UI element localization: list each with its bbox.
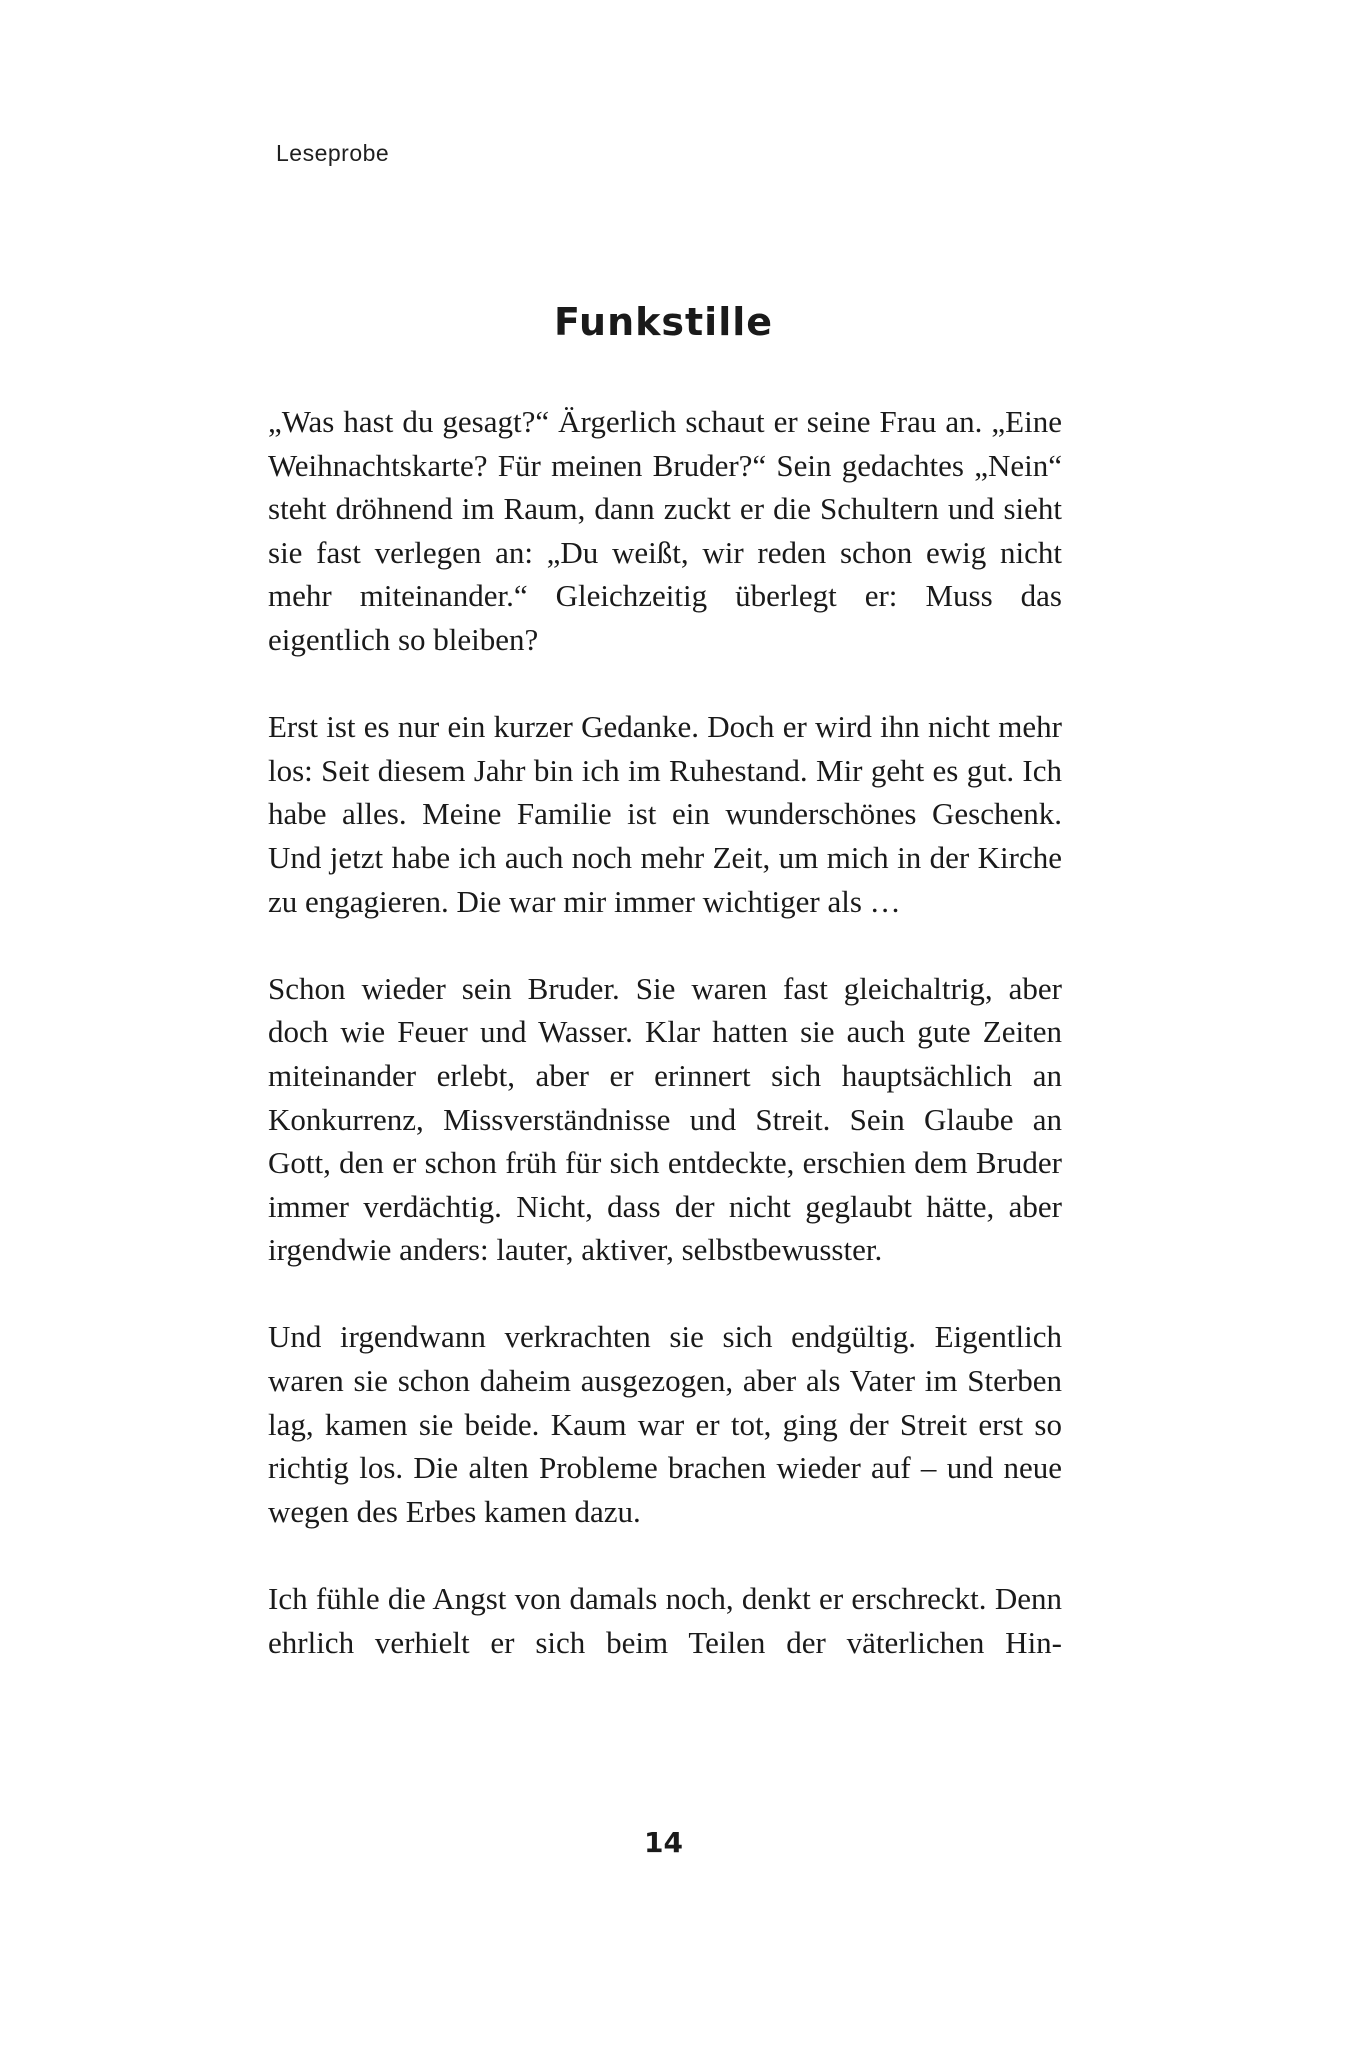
body-text xyxy=(268,400,1062,1664)
paragraph: Schon wieder sein Bruder. Sie waren fast gleichaltrig, aber doch wie Feuer und Wasser. Klar hatten sie auch gute Zeiten miteinander erlebt, aber er erinnert sich hauptsächlich an Konkurrenz, Missverständnisse und Streit. Sein Glaube an Gott, den er schon früh für sich entdeckte, erschien dem Bruder immer verdächtig. Nicht, dass der nicht geglaubt hätte, aber irgendwie anders: lauter, aktiver, selbstbewusster. xyxy=(268,970,1062,1268)
paragraph: Erst ist es nur ein kurzer Gedanke. Doch er wird ihn nicht mehr los: Seit diesem Jahr bin ich im Ruhestand. Mir geht es gut. Ich habe alles. Meine Familie ist ein wunderschönes Geschenk. Und jetzt habe ich auch noch mehr Zeit, um mich in der Kirche zu engagieren. Die war mir immer wichtiger als … xyxy=(268,709,1062,919)
paragraph: Und irgendwann verkrachten sie sich endgültig. Eigentlich waren sie schon daheim ausgezogen, aber als Vater im Sterben lag, kamen sie beide. Kaum war er tot, ging der Streit erst so richtig los. Die alten Probleme brachen wieder auf – und neue wegen des Erbes kamen dazu. xyxy=(268,1319,1062,1529)
chapter-title: Funkstille xyxy=(553,300,774,344)
paragraph: „Was hast du gesagt?“ Ärgerlich schaut er seine Frau an. „Eine Weihnachtskarte? Für meinen Bruder?“ Sein gedachtes „Nein“ steht dröhnend im Raum, dann zuckt er die Schultern und sieht sie fast verlegen an: „Du weißt, wir reden schon ewig nicht mehr miteinander.“ Gleichzeitig überlegt er: Muss das eigentlich so bleiben? xyxy=(268,404,1062,657)
paragraph: Ich fühle die Angst von damals noch, denkt er erschreckt. Denn ehrlich verhielt er sich beim Teilen der väterlichen Hin- xyxy=(268,1581,1062,1660)
running-header: Leseprobe xyxy=(276,140,390,166)
page-number: 14 xyxy=(644,1826,683,1859)
